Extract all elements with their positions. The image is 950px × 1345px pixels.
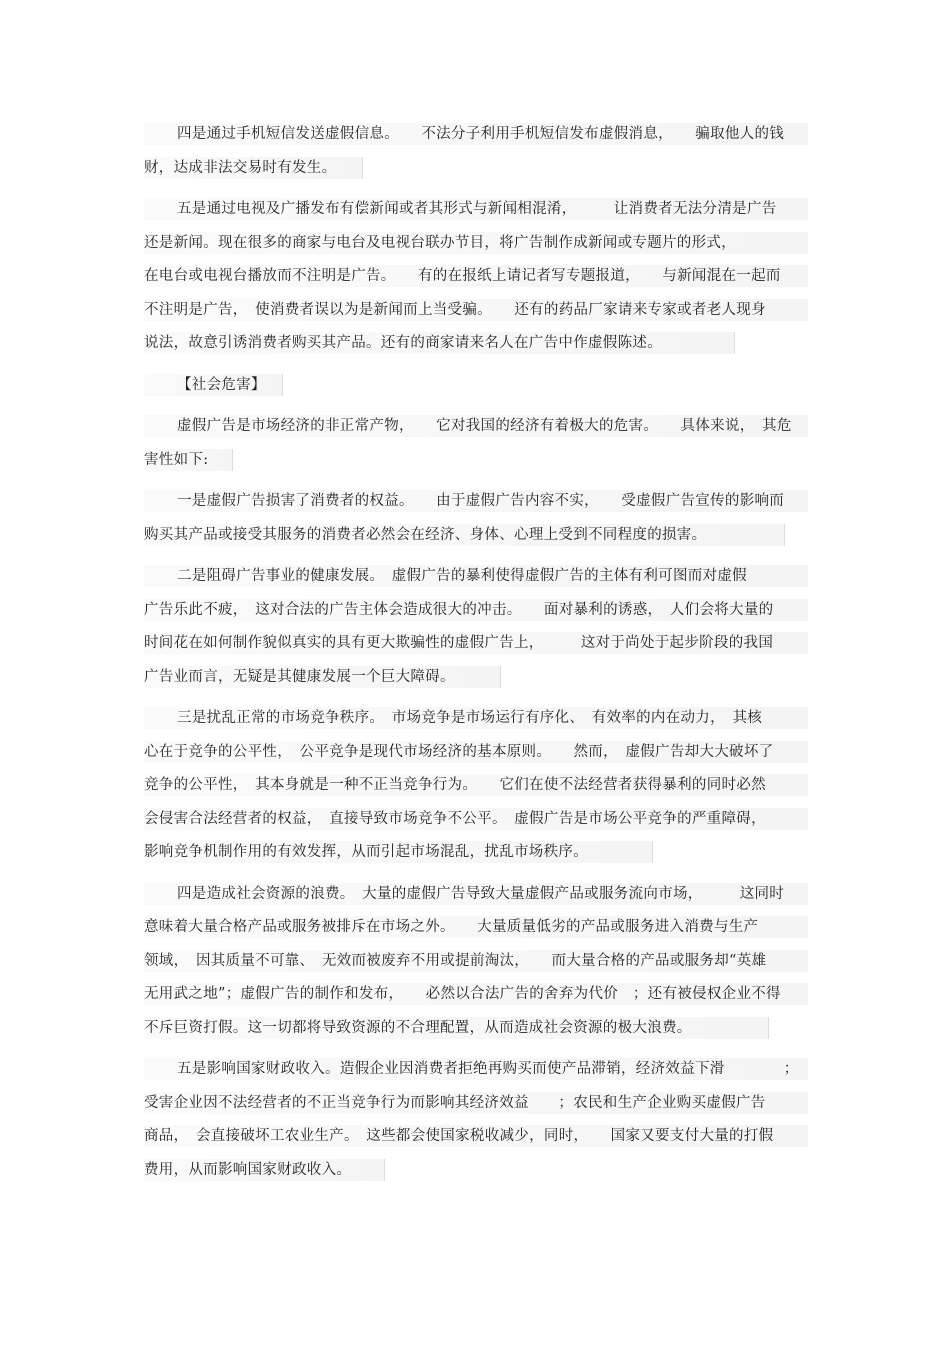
text-line: [144, 1012, 808, 1046]
text-line: [144, 769, 808, 803]
line-text: [144, 774, 808, 796]
line-content: 商品， 会直接破坏工农业生产。 这些都会使国家税收减少，同时， 国家又要支付大量的打假: [144, 1128, 774, 1144]
paragraph: [144, 1053, 808, 1187]
text-line: [144, 118, 808, 152]
line-content: 五是通过电视及广播发布有偿新闻或者其形式与新闻相混淆， 让消费者无法分清是广告: [177, 201, 777, 217]
text-line: [144, 410, 808, 444]
line-content: 领域， 因其质量不可靠、 无效而被废弃不用或提前淘汰， 而大量合格的产品或服务却“英雄: [144, 952, 767, 969]
line-text: [144, 198, 808, 220]
line-text: [144, 1017, 769, 1039]
line-content: 五是影响国家财政收入。造假企业因消费者拒绝再购买而使产品滞销，经济效益下滑 ；: [177, 1061, 799, 1077]
line-content: 四是通过手机短信发送虚假信息。 不法分子利用手机短信发布虚假消息， 骗取他人的钱: [177, 126, 785, 142]
line-text: [144, 883, 808, 905]
text-line: [144, 878, 808, 912]
text-line: [144, 327, 808, 361]
line-content: 竞争的公平性， 其本身就是一种不正当竞争行为。 它们在使不法经营者获得暴利的同时必然: [144, 777, 766, 793]
line-text: [144, 232, 808, 254]
line-content: 意味着大量合格产品或服务被排斥在市场之外。 大量质量低劣的产品或服务进入消费与生产: [144, 919, 759, 935]
text-line: [144, 803, 808, 837]
line-text: [144, 741, 808, 763]
text-line: [144, 294, 808, 328]
text-line: [144, 1087, 808, 1121]
line-text: [144, 841, 653, 863]
line-content: 一是虚假广告损害了消费者的权益。 由于虚假广告内容不实， 受虚假广告宣传的影响而: [177, 493, 785, 509]
line-content: 三是扰乱正常的市场竞争秩序。 市场竞争是市场运行有序化、 有效率的内在动力， 其核: [177, 710, 763, 726]
line-text: [144, 983, 808, 1005]
text-line: [144, 485, 808, 519]
paragraph: [144, 702, 808, 870]
line-content: 购买其产品或接受其服务的消费者必然会在经济、身体、心理上受到不同程度的损害。: [144, 526, 707, 543]
paragraph: [144, 369, 808, 403]
paragraph: [144, 410, 808, 477]
text-line: [144, 260, 808, 294]
line-content: 影响竞争机制作用的有效发挥，从而引起市场混乱，扰乱市场秩序。: [144, 844, 588, 860]
text-line: [144, 702, 808, 736]
line-text: [144, 950, 808, 972]
line-content: 还是新闻。现在很多的商家与电台及电视台联办节目，将广告制作成新闻或专题片的形式，: [144, 234, 736, 251]
line-text: [144, 374, 283, 396]
text-line: [144, 594, 808, 628]
line-text: [144, 265, 808, 287]
line-content: 说法，故意引诱消费者购买其产品。还有的商家请来名人在广告中作虚假陈述。: [144, 335, 662, 351]
text-line: [144, 560, 808, 594]
text-line: [144, 1053, 808, 1087]
line-text: [144, 808, 808, 830]
line-text: [144, 599, 808, 621]
text-line: [144, 736, 808, 770]
line-text: [144, 123, 808, 145]
line-text: [144, 299, 808, 321]
line-text: [144, 524, 785, 546]
text-line: [144, 227, 808, 261]
text-line: [144, 978, 808, 1012]
line-content: 四是造成社会资源的浪费。 大量的虚假广告导致大量虚假产品或服务流向市场， 这同时: [177, 885, 785, 902]
line-content: 二是阻碍广告事业的健康发展。 虚假广告的暴利使得虚假广告的主体有利可图而对虚假: [177, 568, 747, 584]
line-text: [144, 157, 363, 179]
line-content: 费用，从而影响国家财政收入。: [144, 1161, 352, 1178]
line-text: [144, 1159, 385, 1181]
line-content: 不注明是广告， 使消费者误以为是新闻而上当受骗。 还有的药品厂家请来专家或者老人现身: [144, 301, 766, 318]
document-body: [144, 118, 808, 1195]
text-line: [144, 369, 808, 403]
line-text: [144, 1092, 808, 1114]
text-line: [144, 444, 808, 478]
text-line: [144, 1120, 808, 1154]
line-text: [144, 1125, 808, 1147]
text-line: [144, 945, 808, 979]
text-line: [144, 519, 808, 553]
text-line: [144, 836, 808, 870]
line-content: 心在于竞争的公平性， 公平竞争是现代市场经济的基本原则。 然而， 虚假广告却大大破坏了: [144, 743, 774, 760]
paragraph: [144, 560, 808, 694]
line-text: [144, 666, 501, 688]
line-content: 害性如下:: [144, 451, 209, 468]
line-content: 受害企业因不法经营者的不正当竞争行为而影响其经济效益 ；农民和生产企业购买虚假广告: [144, 1094, 766, 1111]
line-content: 广告业而言，无疑是其健康发展一个巨大障碍。: [144, 668, 455, 685]
line-content: 时间花在如何制作貌似真实的具有更大欺骗性的虚假广告上， 这对于尚处于起步阶段的我国: [144, 635, 774, 651]
text-line: [144, 1154, 808, 1188]
text-line: [144, 661, 808, 695]
paragraph: [144, 878, 808, 1046]
line-text: [144, 415, 808, 437]
paragraph: [144, 485, 808, 552]
line-content: 财，达成非法交易时有发生。: [144, 159, 337, 176]
line-content: 【社会危害】: [177, 376, 266, 393]
line-text: [144, 565, 808, 587]
line-text: [144, 632, 808, 654]
text-line: [144, 152, 808, 186]
line-text: [144, 332, 735, 354]
text-line: [144, 911, 808, 945]
line-content: 无用武之地”；虚假广告的制作和发布， 必然以合法广告的舍弃为代价 ；还有被侵权企业不得: [144, 986, 781, 1002]
line-text: [144, 916, 808, 938]
line-content: 会侵害合法经营者的权益， 直接导致市场竞争不公平。 虚假广告是市场公平竞争的严重障碍，: [144, 810, 766, 827]
line-content: 虚假广告是市场经济的非正常产物， 它对我国的经济有着极大的危害。 具体来说， 其危: [177, 418, 792, 434]
line-text: [144, 490, 808, 512]
line-content: 在电台或电视台播放而不注明是广告。 有的在报纸上请记者写专题报道， 与新闻混在一起而: [144, 268, 781, 284]
line-text: [144, 1058, 808, 1080]
paragraph: [144, 193, 808, 361]
line-content: 不斥巨资打假。这一切都将导致资源的不合理配置，从而造成社会资源的极大浪费。: [144, 1019, 692, 1036]
line-text: [144, 707, 808, 729]
text-line: [144, 193, 808, 227]
line-text: [144, 449, 233, 471]
line-content: 广告乐此不疲， 这对合法的广告主体会造成很大的冲击。 面对暴利的诱惑， 人们会将大量的: [144, 601, 774, 618]
text-line: [144, 627, 808, 661]
paragraph: [144, 118, 808, 185]
